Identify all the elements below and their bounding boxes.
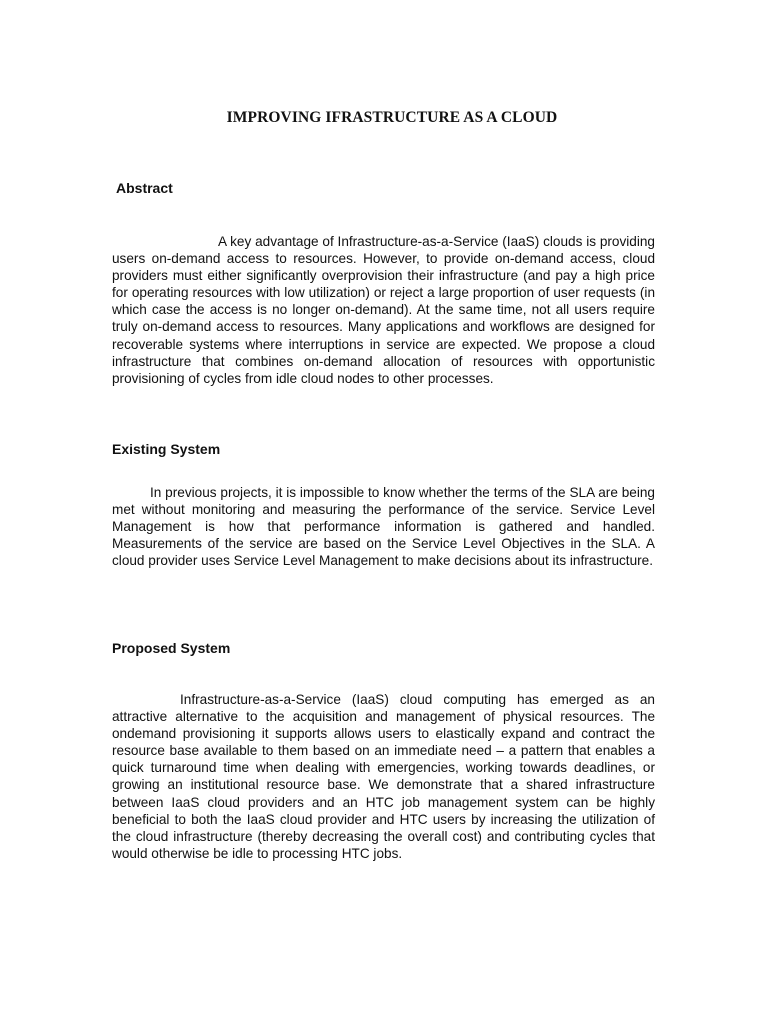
- section-body-proposed-system: Infrastructure-as-a-Service (IaaS) cloud computing has emerged as an attractive alternative to the acquisition and management of physical resources. The ondemand provisioning it supports allows users to elastically expand and contract the resource base available to them based on an immediate need – a pattern that enables a quick turnaround time when dealing with emergencies, working towards deadlines, or growing an institutional resource base. We demonstrate that a shared infrastructure between IaaS cloud providers and an HTC job management system can be highly beneficial to both the IaaS cloud provider and HTC users by increasing the utilization of the cloud infrastructure (thereby decreasing the overall cost) and contributing cycles that would otherwise be idle to processing HTC jobs.: [112, 692, 655, 861]
- document-title: IMPROVING IFRASTRUCTURE AS A CLOUD: [226, 109, 558, 126]
- section-heading-existing-system: Existing System: [112, 441, 221, 457]
- section-body-existing-system: In previous projects, it is impossible to know whether the terms of the SLA are being met without monitoring and measuring the performance of the service. Service Level Management is how that performance information is gathered and handled. Measurements of the service are based on the Service Level Objectives in the SLA. A cloud provider uses Service Level Management to make decisions about its infrastructure.: [112, 485, 655, 569]
- section-heading-abstract: Abstract: [116, 180, 173, 196]
- section-body-abstract: A key advantage of Infrastructure-as-a-Service (IaaS) clouds is providing users on-demand access to resources. However, to provide on-demand access, cloud providers must either significantly overprovision their infrastructure (and pay a high price for operating resources with low utilization) or reject a large proportion of user requests (in which case the access is no longer on-demand). At the same time, not all users require truly on-demand access to resources. Many applications and workflows are designed for recoverable systems where interruptions in service are expected. We propose a cloud infrastructure that combines on-demand allocation of resources with opportunistic provisioning of cycles from idle cloud nodes to other processes.: [112, 234, 655, 386]
- section-heading-proposed-system: Proposed System: [112, 640, 231, 656]
